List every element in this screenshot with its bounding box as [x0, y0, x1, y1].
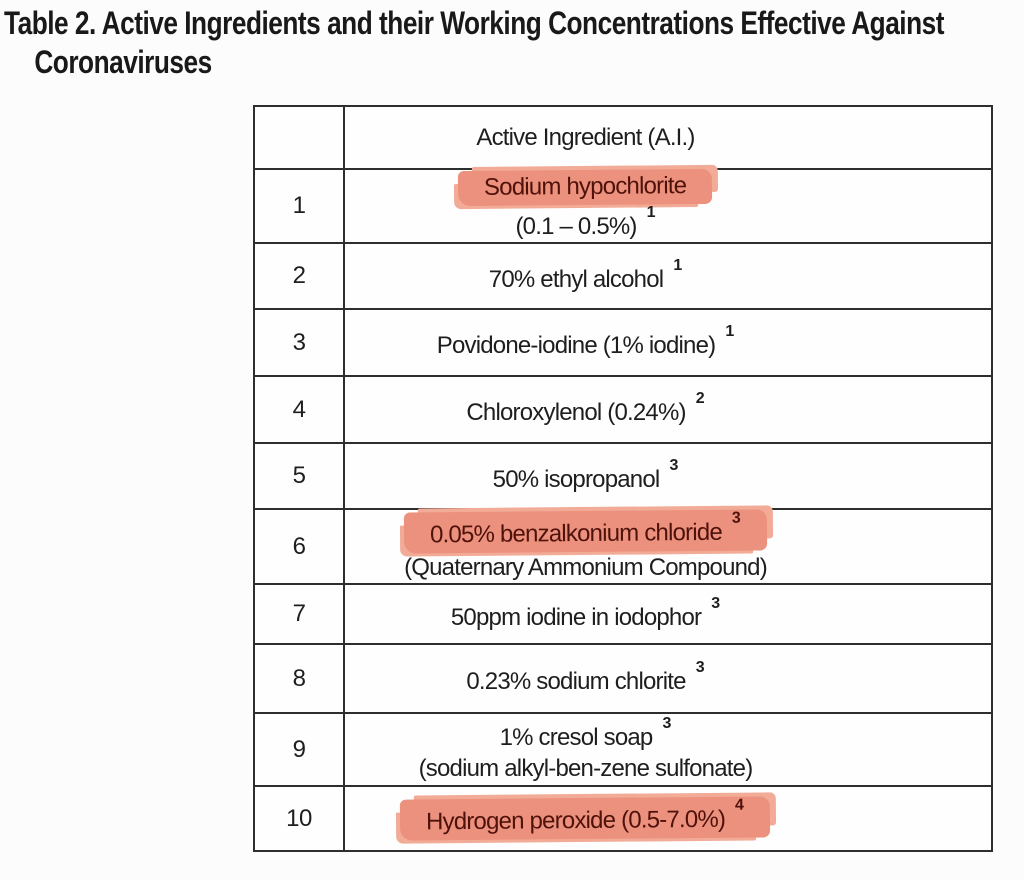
table-row-4: [255, 375, 991, 442]
row-number: 3: [292, 328, 306, 356]
row-number-cell: [255, 170, 345, 242]
row-number-cell: [255, 310, 345, 375]
header-cell: [345, 107, 991, 168]
table-caption: [4, 4, 944, 82]
ingredient-cell: [345, 714, 991, 785]
highlight-marker: Sodium hypochlorite: [458, 169, 713, 206]
table-row-5: [255, 442, 991, 508]
table-row-1: [255, 168, 991, 242]
table-row-6: [255, 508, 991, 583]
row-number: 4: [292, 395, 306, 423]
row-number: 5: [292, 462, 306, 489]
footnote-marker: 1: [673, 256, 683, 274]
ingredient-text: Povidone-iodine (1% iodine): [436, 332, 716, 359]
ingredient-subtext: (Quaternary Ammonium Compound): [404, 553, 767, 581]
row-number: 6: [292, 532, 306, 560]
ingredient-cell: [345, 444, 991, 508]
header-label: Active Ingredient (A.I.): [476, 124, 695, 151]
ingredient-subtext: (sodium alkyl-ben-zene sulfonate): [418, 754, 753, 782]
footnote-marker: 1: [725, 323, 735, 340]
ingredient-cell: [345, 170, 991, 242]
footnote-marker: 3: [662, 714, 672, 732]
ingredient-cell: [345, 244, 991, 308]
row-number-cell: [255, 377, 345, 442]
ingredient-cell: [345, 645, 991, 712]
caption-line-2: Coronaviruses: [34, 44, 212, 80]
table-header-row: [255, 107, 991, 168]
ingredient-text: 1% cresol soap: [499, 723, 653, 751]
highlight-marker: [404, 509, 767, 553]
ingredient-text: 0.23% sodium chlorite: [466, 668, 686, 695]
ingredient-text: 50ppm iodine in iodophor: [450, 603, 702, 631]
table-row-10: [255, 785, 991, 850]
footnote-marker: 3: [669, 456, 679, 474]
footnote-marker: 3: [731, 509, 741, 527]
concentration-text: (0.1 – 0.5%): [515, 213, 637, 240]
ingredient-text: 70% ethyl alcohol: [488, 265, 664, 293]
row-number-cell: [255, 510, 345, 583]
row-number-cell: [255, 645, 345, 712]
table-row-3: [255, 308, 991, 375]
row-number: 9: [292, 735, 306, 763]
table-row-9: [255, 712, 991, 785]
header-empty-cell: [255, 107, 345, 168]
row-number-cell: [255, 244, 345, 308]
highlight-marker: [400, 796, 770, 840]
row-number-cell: [255, 787, 345, 850]
ingredient-text: 50% isopropanol: [492, 465, 660, 493]
table-row-7: [255, 583, 991, 643]
row-number: 7: [292, 600, 306, 627]
ingredients-table: [253, 105, 993, 852]
row-number: 10: [286, 804, 312, 832]
row-number-cell: [255, 444, 345, 508]
ingredient-cell: [345, 510, 991, 583]
row-number-cell: [255, 585, 345, 643]
ingredient-cell: [345, 310, 991, 375]
caption-line-1: Table 2. Active Ingredients and their Working Concentrations Effective Against: [4, 5, 944, 41]
row-number: 1: [292, 192, 306, 219]
table-row-2: [255, 242, 991, 308]
footnote-marker: 2: [695, 390, 705, 407]
footnote-marker: 3: [695, 659, 705, 676]
row-number-cell: [255, 714, 345, 785]
footnote-marker: 4: [735, 796, 745, 814]
row-number: 2: [292, 262, 306, 289]
row-number: 8: [292, 664, 306, 692]
table-row-8: [255, 643, 991, 712]
ingredient-cell: [345, 787, 991, 850]
footnote-marker: 1: [646, 204, 656, 221]
ingredient-text: 0.05% benzalkonium chloride: [429, 518, 723, 548]
ingredient-cell: [345, 377, 991, 442]
ingredient-text: Chloroxylenol (0.24%): [466, 399, 686, 426]
ingredient-text: Hydrogen peroxide (0.5-7.0%): [426, 805, 726, 836]
ingredient-cell: [345, 585, 991, 643]
footnote-marker: 3: [711, 594, 721, 612]
